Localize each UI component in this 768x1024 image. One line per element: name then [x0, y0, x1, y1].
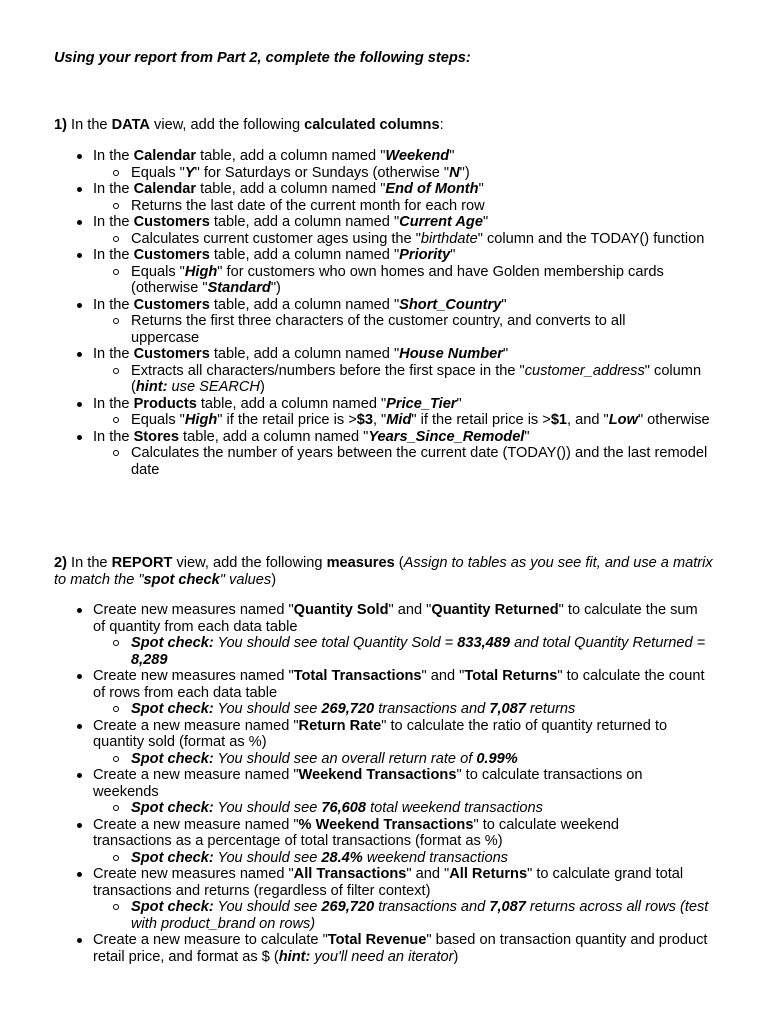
spot-check: Spot check: You should see 269,720 transactions and 7,087 returns across all rows (test with product_brand on rows) — [93, 899, 710, 932]
spot-check: Spot check: You should see 76,608 total weekend transactions — [93, 800, 658, 817]
list-item: In the Customers table, add a column named "House Number" Extracts all characters/numbers before the first space in the "customer_address" column (hint: use SEARCH) — [0, 346, 768, 396]
keyword: calculated columns — [304, 117, 440, 133]
list-item: In the Calendar table, add a column named "End of Month" Returns the last date of the current month for each row — [0, 181, 768, 214]
sub-list-item: Calculates current customer ages using the "birthdate" column and the TODAY() function — [93, 231, 710, 248]
sub-list-item: Equals "High" for customers who own homes and have Golden membership cards (otherwise "Standard") — [93, 264, 710, 297]
sub-list-item: Equals "Y" for Saturdays or Sundays (otherwise "N") — [93, 165, 710, 182]
sub-list-item: Calculates the number of years between the current date (TODAY()) and the last remodel date — [93, 445, 710, 478]
list-item: In the Customers table, add a column named "Priority" Equals "High" for customers who own homes and have Golden membership cards (otherwise "Standard") — [0, 247, 768, 297]
list-item: Create a new measure named "Return Rate" to calculate the ratio of quantity returned to quantity sold (format as %) Spot check: You should see an overall return rate of 0.99% — [0, 718, 768, 768]
list-item: In the Customers table, add a column named "Current Age" Calculates current customer ages using the "birthdate" column and the TODAY() function — [0, 214, 768, 247]
sub-list-item: Extracts all characters/numbers before the first space in the "customer_address" column (hint: use SEARCH) — [93, 363, 710, 396]
list-item: In the Stores table, add a column named "Years_Since_Remodel" Calculates the number of years between the current date (TODAY()) and the last remodel date — [0, 429, 768, 479]
sub-list-item: Equals "High" if the retail price is >$3, "Mid" if the retail price is >$1, and "Low" otherwise — [93, 412, 710, 429]
measures-list — [0, 602, 768, 965]
list-item: In the Calendar table, add a column named "Weekend" Equals "Y" for Saturdays or Sundays (otherwise "N") — [0, 148, 768, 181]
list-item: In the Products table, add a column named "Price_Tier" Equals "High" if the retail price is >$3, "Mid" if the retail price is >$1, and "Low" otherwise — [0, 396, 768, 429]
section-2-heading: 2) In the REPORT view, add the following measures (Assign to tables as you see fit, and use a matrix to match the "spot check" values) — [54, 555, 713, 588]
list-item: Create a new measure named "Weekend Transactions" to calculate transactions on weekends Spot check: You should see 76,608 total weekend transactions — [0, 767, 768, 817]
section-number: 1) — [54, 117, 67, 133]
spot-check: Spot check: You should see an overall return rate of 0.99% — [93, 751, 710, 768]
view-name: REPORT — [111, 555, 173, 571]
spot-check: Spot check: You should see 28.4% weekend transactions — [93, 850, 688, 867]
section-1-heading: 1) In the DATA view, add the following calculated columns: — [54, 117, 444, 133]
view-name: DATA — [111, 117, 150, 133]
keyword: measures — [326, 555, 395, 571]
list-item: Create a new measure to calculate "Total Revenue" based on transaction quantity and product retail price, and format as $ (hint: you'll need an iterator) — [0, 932, 768, 965]
sub-list-item: Returns the first three characters of the customer country, and converts to all uppercase — [93, 313, 710, 346]
list-item: Create new measures named "Total Transactions" and "Total Returns" to calculate the count of rows from each data table Spot check: You should see 269,720 transactions and 7,087 returns — [0, 668, 768, 718]
intro-heading: Using your report from Part 2, complete the following steps: — [54, 50, 471, 66]
list-item: Create a new measure named "% Weekend Transactions" to calculate weekend transactions as a percentage of total transactions (format as %) Spot check: You should see 28.4% weekend transactions — [0, 817, 768, 867]
list-item: Create new measures named "Quantity Sold" and "Quantity Returned" to calculate the sum of quantity from each data table Spot check: You should see total Quantity Sold = 833,489 and total Quantity Returned = 8,289 — [0, 602, 768, 668]
sub-list-item: Returns the last date of the current month for each row — [93, 198, 710, 215]
list-item: Create new measures named "All Transactions" and "All Returns" to calculate grand total transactions and returns (regardless of filter context) Spot check: You should see 269,720 transactions and 7,087 returns across all rows (test with product_brand on rows) — [0, 866, 768, 932]
calculated-columns-list — [0, 148, 768, 478]
section-number: 2) — [54, 555, 67, 571]
spot-check: Spot check: You should see total Quantity Sold = 833,489 and total Quantity Returned = 8,289 — [93, 635, 710, 668]
spot-check: Spot check: You should see 269,720 transactions and 7,087 returns — [93, 701, 710, 718]
list-item: In the Customers table, add a column named "Short_Country" Returns the first three characters of the customer country, and converts to all uppercase — [0, 297, 768, 347]
